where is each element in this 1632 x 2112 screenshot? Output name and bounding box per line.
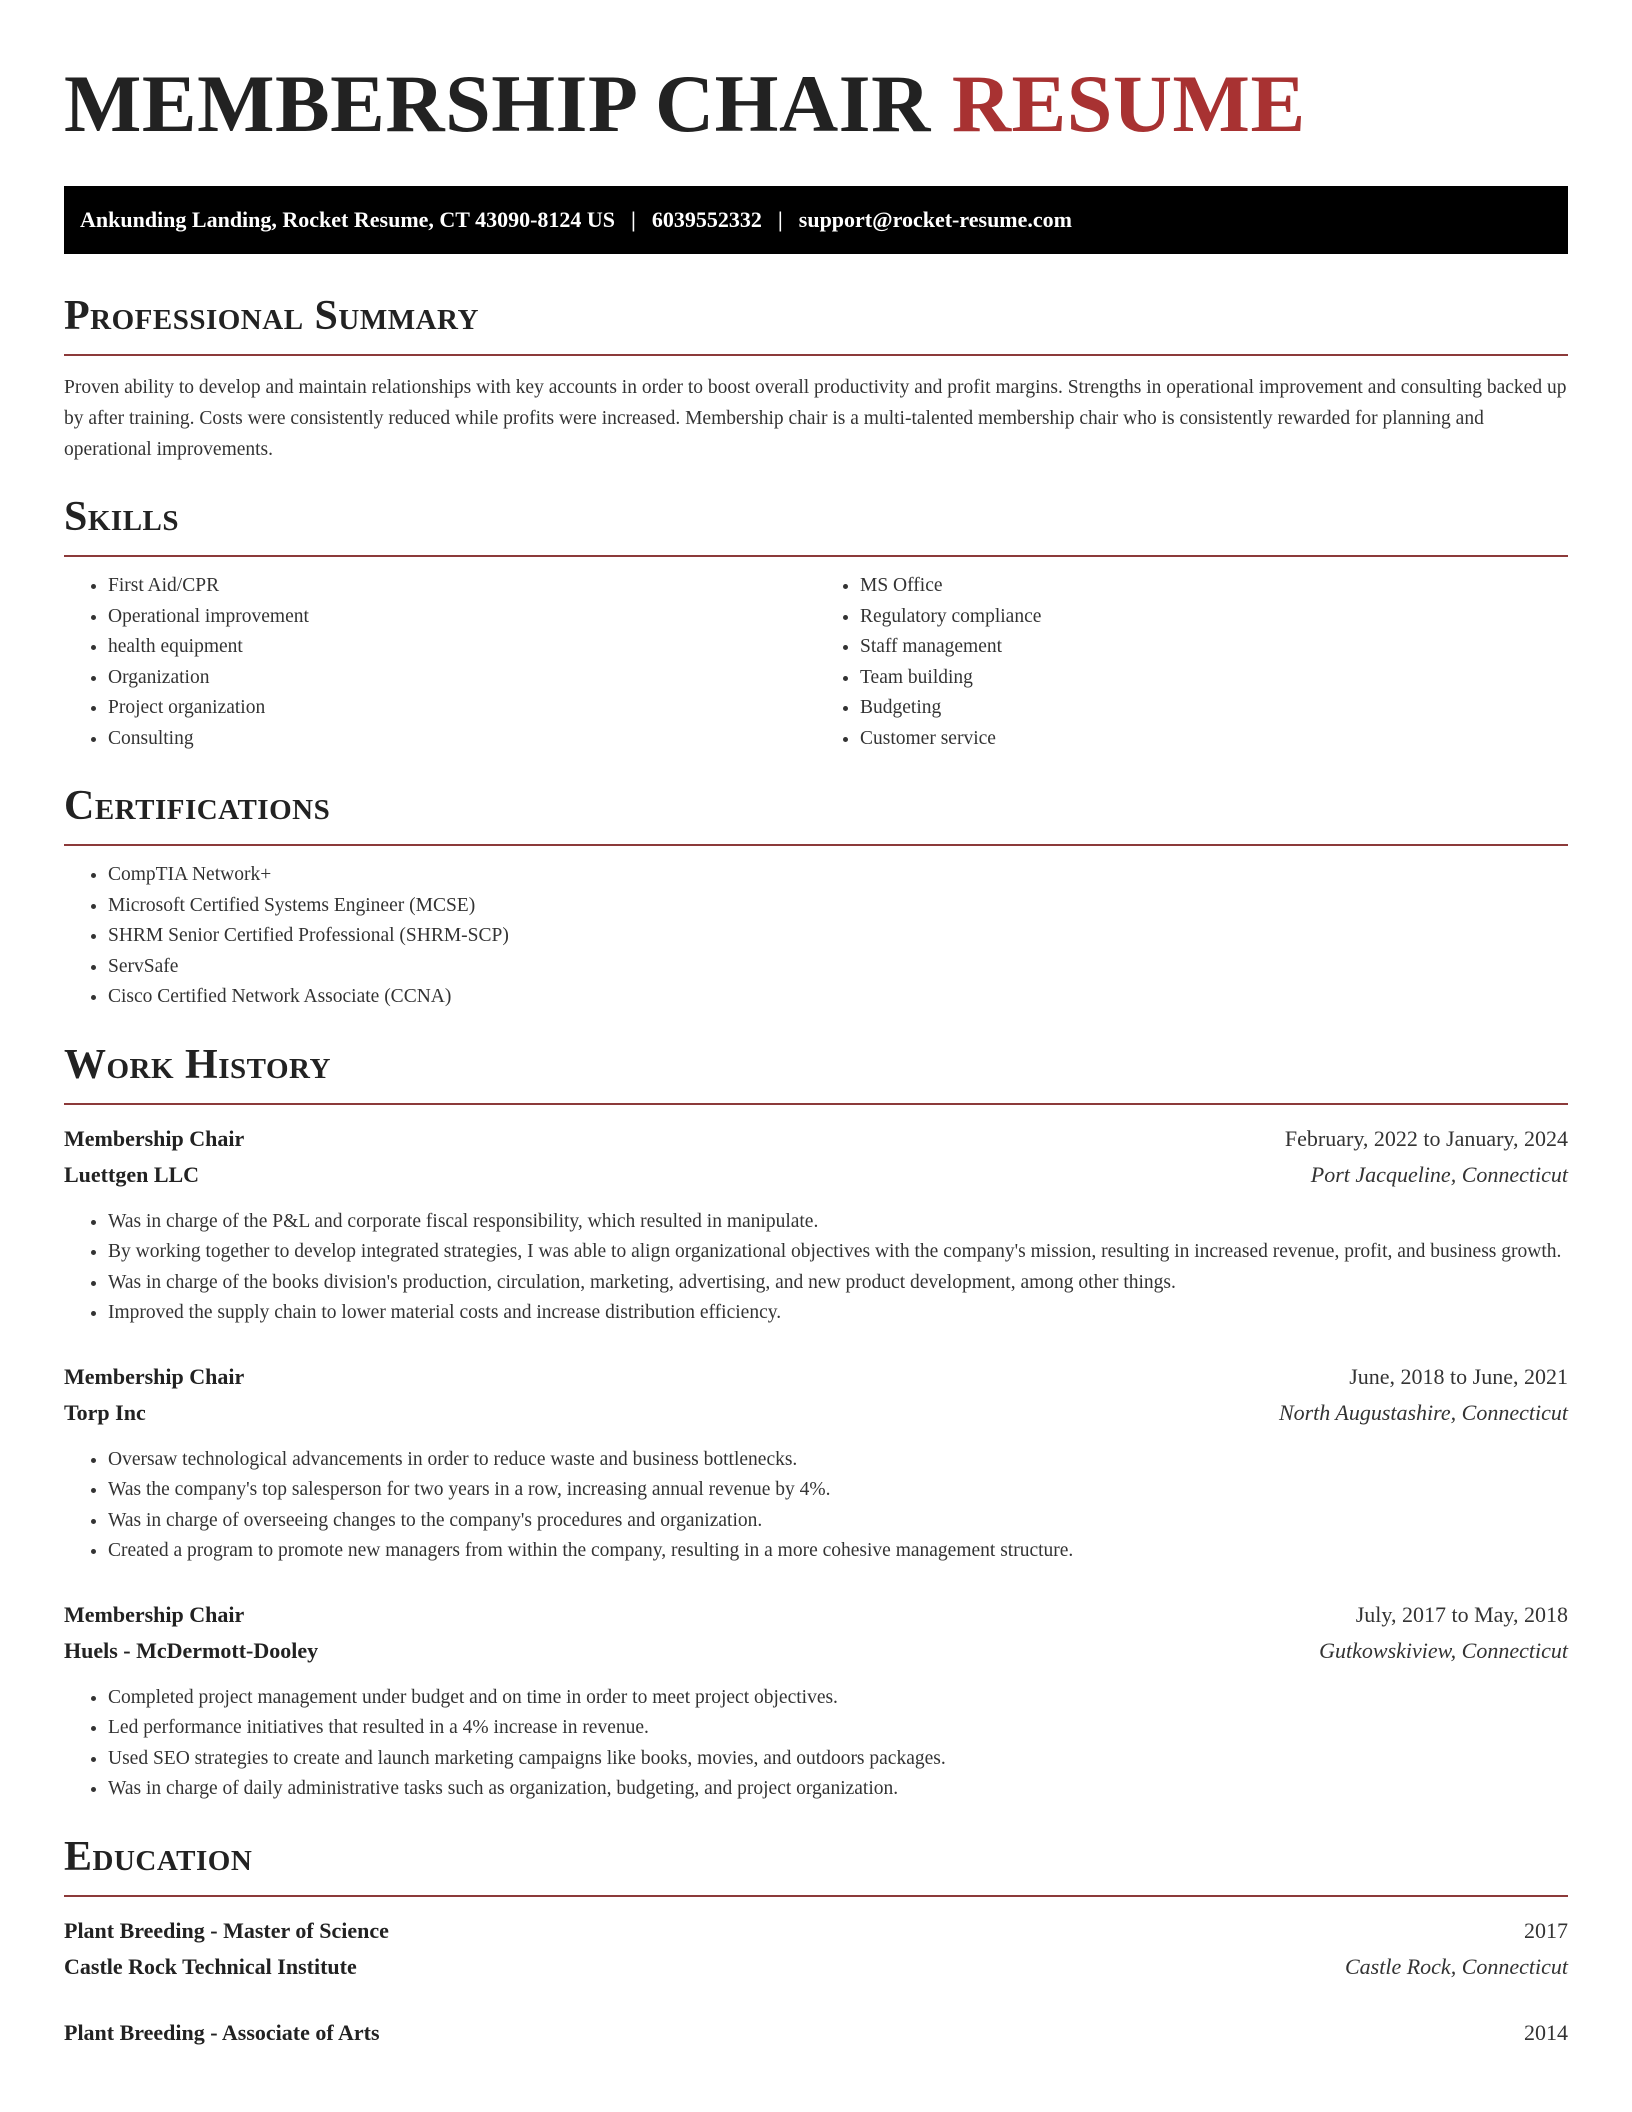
job-company-row: [64, 1157, 1568, 1193]
job-bullet: • Used SEO strategies to create and launch marketing campaigns like books, movies, and outdoors packages.: [108, 1744, 1568, 1775]
skill-item: • Organization: [108, 663, 816, 694]
education-entry: [64, 1913, 1568, 1985]
skill-item: • Regulatory compliance: [860, 602, 1568, 633]
summary-section: [64, 290, 1568, 465]
education-school: Castle Rock Technical Institute: [64, 1953, 357, 1979]
job-title: Membership Chair: [64, 1125, 245, 1151]
skill-item: • Project organization: [108, 693, 816, 724]
education-year: 2017: [1524, 1917, 1568, 1943]
job-bullets: [64, 1207, 1568, 1329]
job-entry: [64, 1121, 1568, 1329]
section-divider: [64, 844, 1568, 846]
job-location: Gutkowskiview, Connecticut: [1319, 1637, 1568, 1663]
job-bullet: • Oversaw technological advancements in order to reduce waste and business bottlenecks.: [108, 1445, 1568, 1476]
job-bullet: • Led performance initiatives that resulted in a 4% increase in revenue.: [108, 1713, 1568, 1744]
job-bullet: • Was in charge of the P&L and corporate fiscal responsibility, which resulted in manipulate.: [108, 1207, 1568, 1238]
certifications-list: [64, 860, 1568, 1013]
work-history-section: [64, 1039, 1568, 1805]
skill-item: • Customer service: [860, 724, 1568, 755]
education-degree: Plant Breeding - Associate of Arts: [64, 2019, 380, 2045]
job-dates: June, 2018 to June, 2021: [1349, 1363, 1568, 1389]
job-dates: July, 2017 to May, 2018: [1355, 1601, 1568, 1627]
skill-item: • MS Office: [860, 571, 1568, 602]
job-company-row: [64, 1633, 1568, 1669]
contact-email[interactable]: support@rocket-resume.com: [798, 207, 1072, 232]
job-dates: February, 2022 to January, 2024: [1284, 1125, 1568, 1151]
education-heading: Education: [64, 1833, 253, 1880]
section-divider: [64, 1103, 1568, 1105]
job-header-row: [64, 1597, 1568, 1633]
skills-list-left: [64, 571, 816, 754]
job-title: Membership Chair: [64, 1363, 245, 1389]
skills-columns: [64, 557, 1568, 754]
certification-item: • ServSafe: [108, 952, 1568, 983]
skill-item: • health equipment: [108, 632, 816, 663]
job-company: Luettgen LLC: [64, 1161, 200, 1187]
job-bullet: • Was in charge of overseeing changes to the company's procedures and organization.: [108, 1506, 1568, 1537]
job-bullets: [64, 1445, 1568, 1567]
job-bullet: • Created a program to promote new managers from within the company, resulting in a more cohesive management structure.: [108, 1536, 1568, 1567]
skill-item: • First Aid/CPR: [108, 571, 816, 602]
education-school-row: [64, 1949, 1568, 1985]
contact-separator: |: [631, 207, 636, 232]
job-bullet: • By working together to develop integrated strategies, I was able to align organizational objectives with the company's mission, resulting in increased revenue, profit, and business growth.: [108, 1237, 1568, 1268]
education-header-row: [64, 2015, 1568, 2051]
job-title: Membership Chair: [64, 1601, 245, 1627]
certification-item: • Microsoft Certified Systems Engineer (MCSE): [108, 891, 1568, 922]
education-degree: Plant Breeding - Master of Science: [64, 1917, 389, 1943]
skills-section: [64, 491, 1568, 754]
education-section: [64, 1831, 1568, 2051]
skills-list-right: [816, 571, 1568, 754]
job-bullet: • Was in charge of the books division's production, circulation, marketing, advertising, and new product development, among other things.: [108, 1268, 1568, 1299]
job-location: Port Jacqueline, Connecticut: [1310, 1161, 1568, 1187]
job-company-row: [64, 1395, 1568, 1431]
section-divider: [64, 354, 1568, 356]
certification-item: • CompTIA Network+: [108, 860, 1568, 891]
skill-item: • Budgeting: [860, 693, 1568, 724]
job-location: North Augustashire, Connecticut: [1278, 1399, 1568, 1425]
certification-item: • Cisco Certified Network Associate (CCNA): [108, 982, 1568, 1013]
contact-phone[interactable]: 6039552332: [651, 207, 762, 232]
job-company: Torp Inc: [64, 1399, 146, 1425]
skill-item: • Consulting: [108, 724, 816, 755]
job-bullet: • Improved the supply chain to lower material costs and increase distribution efficiency.: [108, 1298, 1568, 1329]
education-year: 2014: [1524, 2019, 1568, 2045]
title-accent: RESUME: [951, 58, 1306, 149]
summary-heading: Professional Summary: [64, 293, 479, 339]
job-bullets: [64, 1683, 1568, 1805]
education-header-row: [64, 1913, 1568, 1949]
contact-separator: |: [777, 207, 783, 232]
summary-text: Proven ability to develop and maintain relationships with key accounts in order to boost overall productivity and profit margins. Strengths in operational improvement and consulting backed up by after training. Costs were consistently reduced while profits were increased. Membership chair is a multi-talented membership chair who is consistently rewarded for planning and operational improvements.: [64, 377, 1567, 460]
skill-item: • Team building: [860, 663, 1568, 694]
skill-item: • Staff management: [860, 632, 1568, 663]
section-divider: [64, 1895, 1568, 1897]
job-header-row: [64, 1359, 1568, 1395]
contact-bar: [64, 186, 1568, 254]
education-entry: [64, 2015, 1568, 2051]
education-location: Castle Rock, Connecticut: [1345, 1953, 1568, 1979]
work-history-heading: Work History: [64, 1041, 331, 1088]
job-bullet: • Was in charge of daily administrative tasks such as organization, budgeting, and project organization.: [108, 1774, 1568, 1805]
certifications-section: [64, 780, 1568, 1013]
job-bullet: • Completed project management under budget and on time in order to meet project objectives.: [108, 1683, 1568, 1714]
resume-title: [64, 0, 1568, 152]
skills-heading: Skills: [64, 494, 180, 540]
job-header-row: [64, 1121, 1568, 1157]
job-entry: [64, 1359, 1568, 1567]
certification-item: • SHRM Senior Certified Professional (SHRM-SCP): [108, 921, 1568, 952]
job-company: Huels - McDermott-Dooley: [64, 1637, 319, 1663]
title-main: MEMBERSHIP CHAIR: [64, 58, 931, 149]
job-entry: [64, 1597, 1568, 1805]
job-bullet: • Was the company's top salesperson for two years in a row, increasing annual revenue by 4%.: [108, 1475, 1568, 1506]
contact-address: Ankunding Landing, Rocket Resume, CT 43090-8124 US: [80, 207, 616, 232]
certifications-heading: Certifications: [64, 783, 331, 829]
skill-item: • Operational improvement: [108, 602, 816, 633]
